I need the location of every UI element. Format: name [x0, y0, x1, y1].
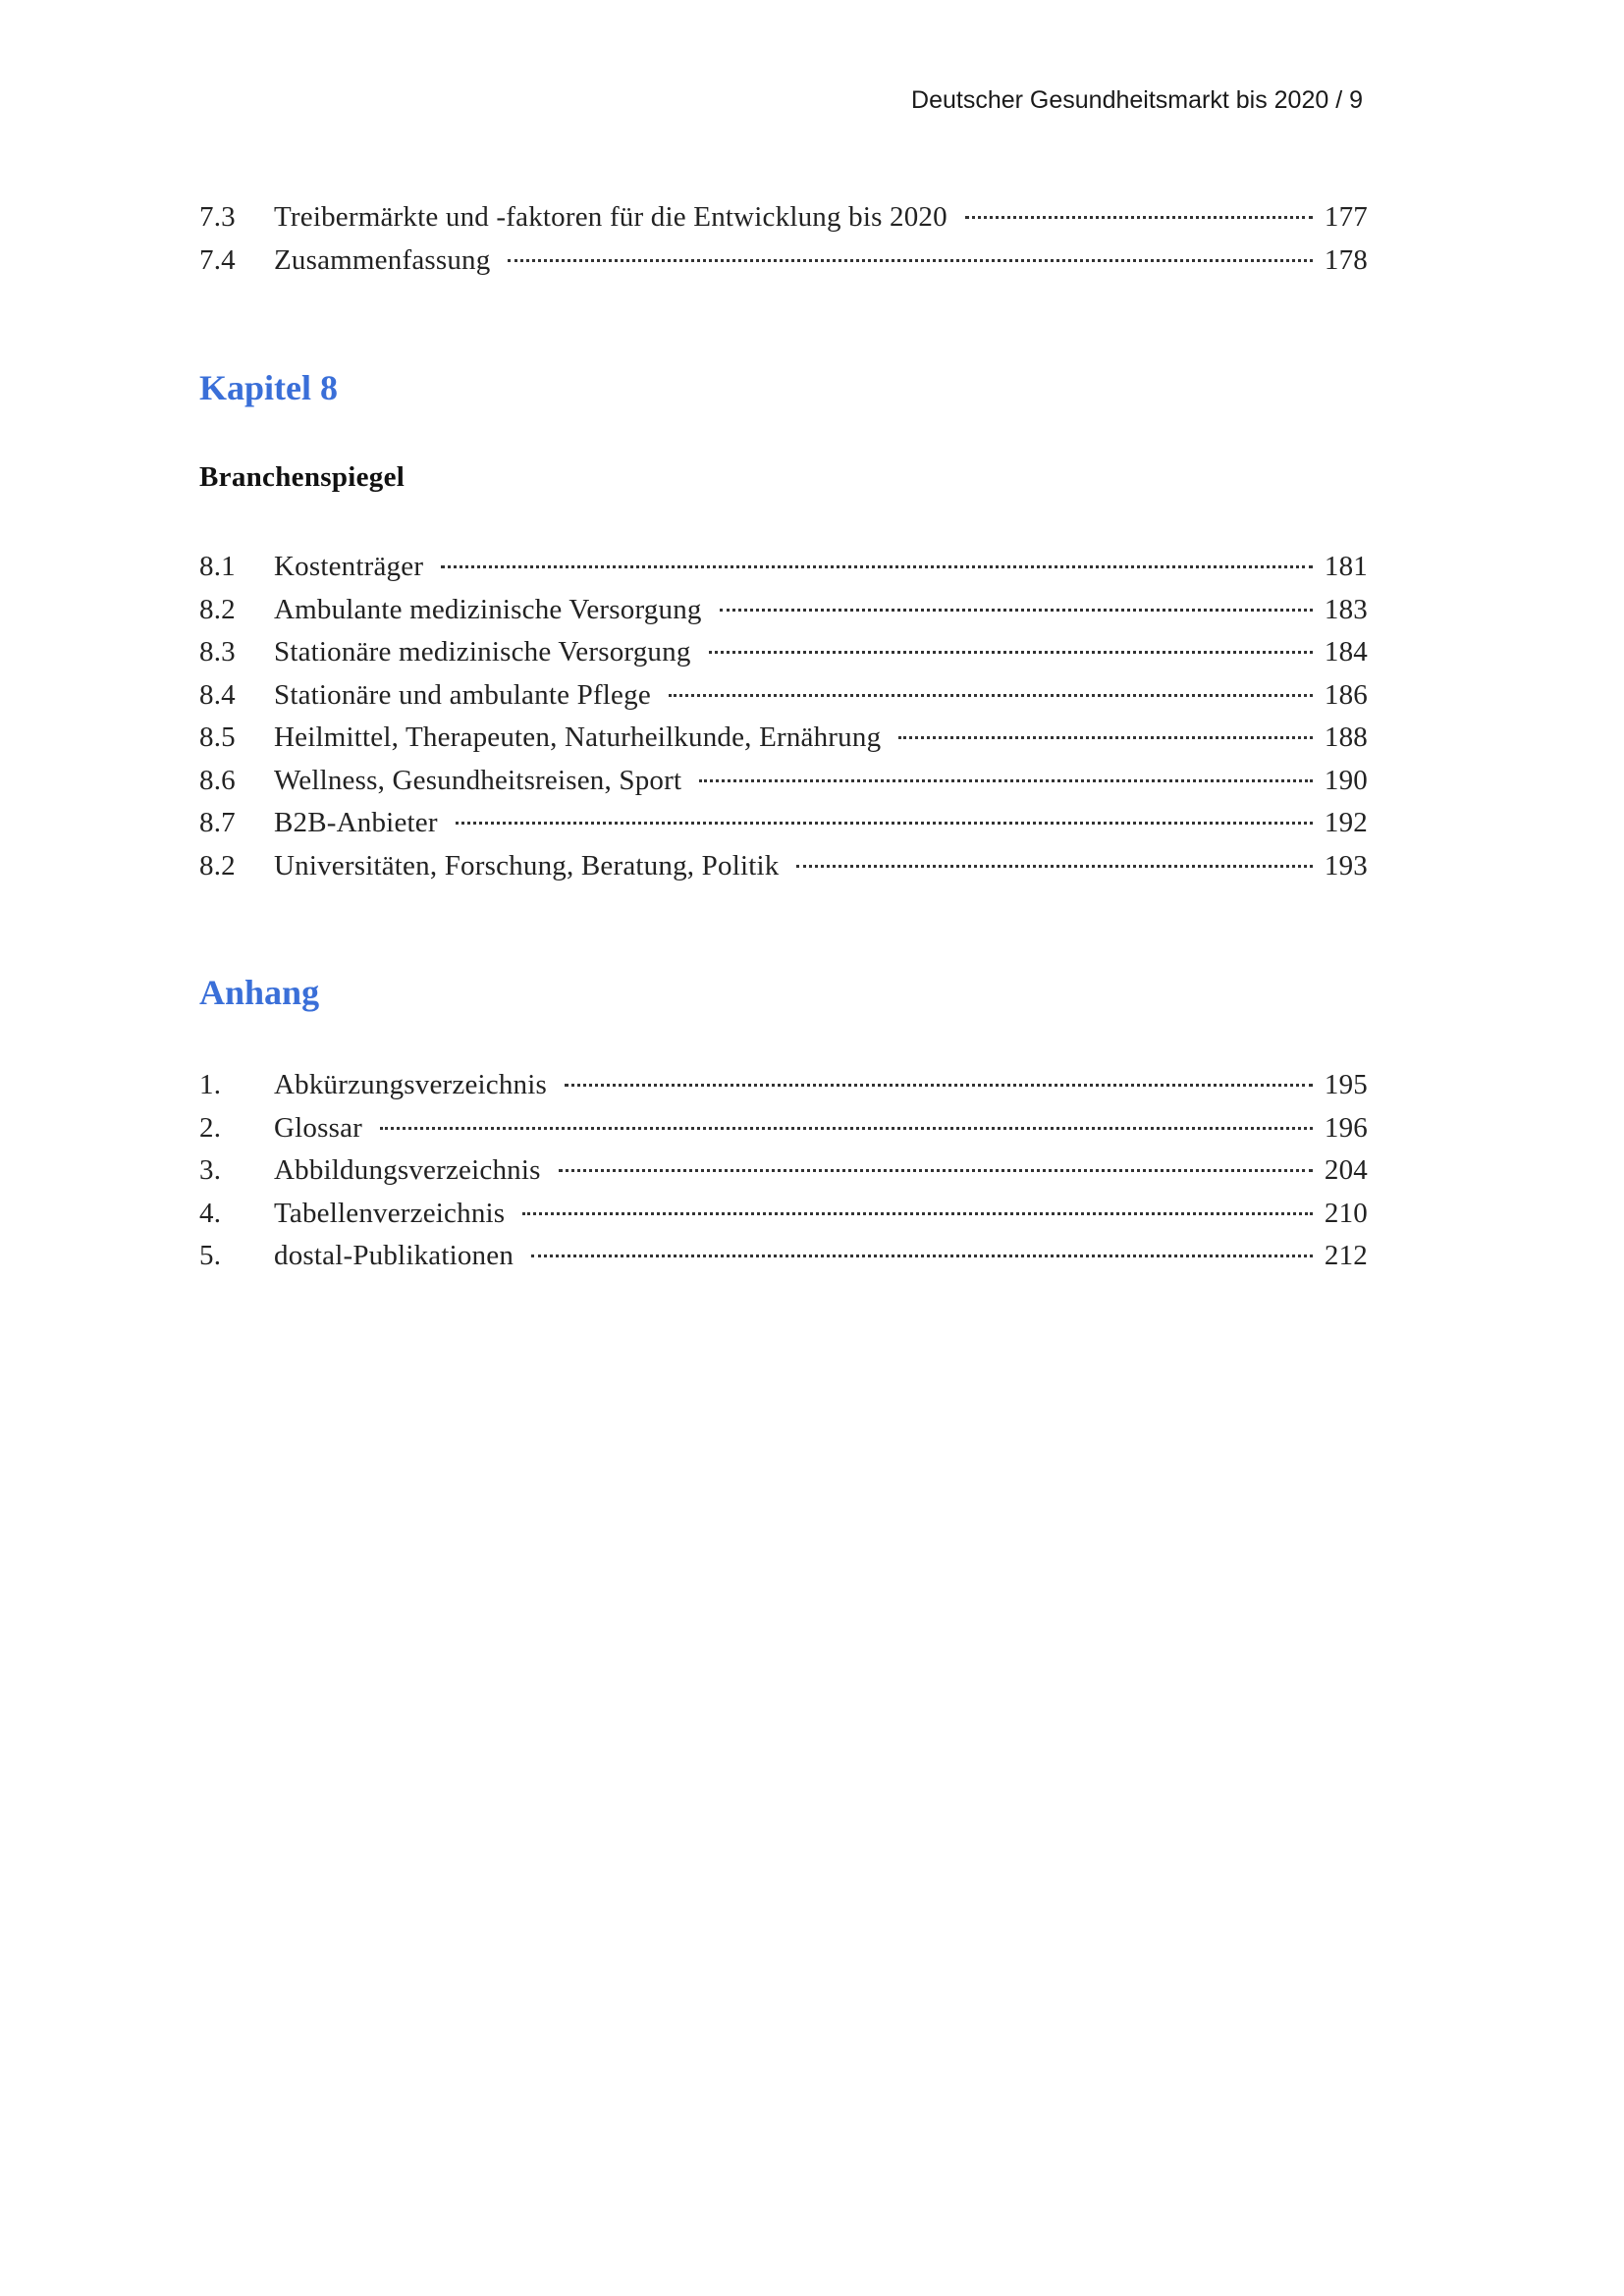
toc-entry[interactable]: [199, 546, 1368, 589]
dot-leader: [508, 259, 1312, 262]
toc-entry-title: Tabellenverzeichnis: [274, 1197, 506, 1229]
toc-entry-number: 2.: [199, 1111, 222, 1144]
toc-entry-number: 8.3: [199, 636, 236, 667]
toc-chapter7-list: [199, 196, 1368, 282]
dot-leader: [456, 822, 1313, 825]
toc-entry[interactable]: [199, 1149, 1368, 1193]
toc-entry-title: Wellness, Gesundheitsreisen, Sport: [274, 764, 682, 796]
toc-entry[interactable]: [199, 802, 1368, 845]
toc-entry[interactable]: [199, 1107, 1368, 1150]
toc-entry-number: 8.2: [199, 849, 236, 881]
toc-entry-title: Zusammenfassung: [274, 243, 491, 276]
running-header: Deutscher Gesundheitsmarkt bis 2020 / 9: [911, 86, 1363, 114]
dot-leader: [380, 1127, 1313, 1130]
toc-entry-number: 5.: [199, 1240, 222, 1271]
toc-entry[interactable]: [199, 845, 1368, 888]
toc-entry[interactable]: [199, 760, 1368, 803]
dot-leader: [559, 1169, 1313, 1172]
toc-entry-title: Kostenträger: [274, 551, 424, 582]
toc-entry-title: Stationäre medizinische Versorgung: [274, 636, 691, 667]
toc-entry-page: 178: [1324, 243, 1368, 276]
toc-entry-title: B2B-Anbieter: [274, 807, 438, 838]
toc-entry-title: Heilmittel, Therapeuten, Naturheilkunde, Ernährung: [274, 721, 882, 753]
dot-leader: [720, 609, 1313, 612]
toc-entry[interactable]: [199, 674, 1368, 718]
toc-entry[interactable]: [199, 631, 1368, 674]
toc-entry-number: 4.: [199, 1197, 222, 1229]
toc-entry-page: 210: [1324, 1197, 1368, 1229]
toc-entry-number: 3.: [199, 1154, 222, 1186]
toc-entry-page: 204: [1324, 1154, 1368, 1186]
toc-entry-number: 8.5: [199, 721, 236, 753]
dot-leader: [796, 865, 1312, 868]
toc-entry[interactable]: [199, 1193, 1368, 1236]
dot-leader: [709, 651, 1313, 654]
toc-entry-page: 186: [1324, 678, 1368, 711]
toc-entry[interactable]: [199, 240, 1368, 283]
dot-leader: [699, 779, 1313, 782]
toc-entry-title: Ambulante medizinische Versorgung: [274, 593, 702, 625]
toc-entry-title: Stationäre und ambulante Pflege: [274, 678, 651, 711]
toc-entry-title: Abbildungsverzeichnis: [274, 1154, 541, 1186]
toc-entry-title: Abkürzungsverzeichnis: [274, 1069, 548, 1100]
dot-leader: [898, 736, 1313, 739]
toc-entry-page: 193: [1324, 849, 1368, 881]
toc-entry-number: 8.1: [199, 551, 236, 582]
toc-entry[interactable]: [199, 1064, 1368, 1107]
chapter-heading: Kapitel 8: [199, 368, 338, 407]
toc-entry-number: 7.3: [199, 201, 236, 233]
toc-entry-page: 195: [1324, 1069, 1368, 1100]
toc-entry-page: 184: [1324, 636, 1368, 667]
toc-entry[interactable]: [199, 717, 1368, 760]
toc-entry-number: 8.4: [199, 678, 236, 711]
dot-leader: [531, 1255, 1313, 1257]
toc-entry[interactable]: [199, 196, 1368, 240]
toc-entry-number: 1.: [199, 1069, 222, 1100]
toc-entry-page: 196: [1324, 1111, 1368, 1144]
toc-entry-page: 181: [1324, 551, 1368, 582]
dot-leader: [669, 694, 1313, 697]
toc-entry-number: 7.4: [199, 243, 236, 276]
toc-entry-page: 188: [1324, 721, 1368, 753]
toc-entry[interactable]: [199, 589, 1368, 632]
toc-entry-title: dostal-Publikationen: [274, 1240, 514, 1271]
dot-leader: [565, 1084, 1313, 1087]
toc-entry-title: Universitäten, Forschung, Beratung, Politik: [274, 849, 780, 881]
appendix-heading: Anhang: [199, 973, 320, 1012]
toc-entry[interactable]: [199, 1235, 1368, 1278]
toc-entry-page: 212: [1324, 1240, 1368, 1271]
toc-entry-number: 8.2: [199, 593, 236, 625]
toc-entry-page: 183: [1324, 593, 1368, 625]
toc-entry-title: Treibermärkte und -faktoren für die Entwicklung bis 2020: [274, 201, 947, 233]
dot-leader: [522, 1212, 1313, 1215]
toc-entry-page: 190: [1324, 764, 1368, 796]
toc-entry-page: 177: [1324, 201, 1368, 233]
toc-appendix-list: [199, 1064, 1368, 1278]
toc-entry-title: Glossar: [274, 1111, 363, 1144]
toc-entry-number: 8.7: [199, 807, 236, 838]
toc-chapter8-list: [199, 546, 1368, 887]
toc-entry-number: 8.6: [199, 764, 236, 796]
dot-leader: [441, 565, 1313, 568]
chapter-subtitle: Branchenspiegel: [199, 461, 406, 493]
toc-entry-page: 192: [1324, 807, 1368, 838]
dot-leader: [965, 216, 1313, 219]
